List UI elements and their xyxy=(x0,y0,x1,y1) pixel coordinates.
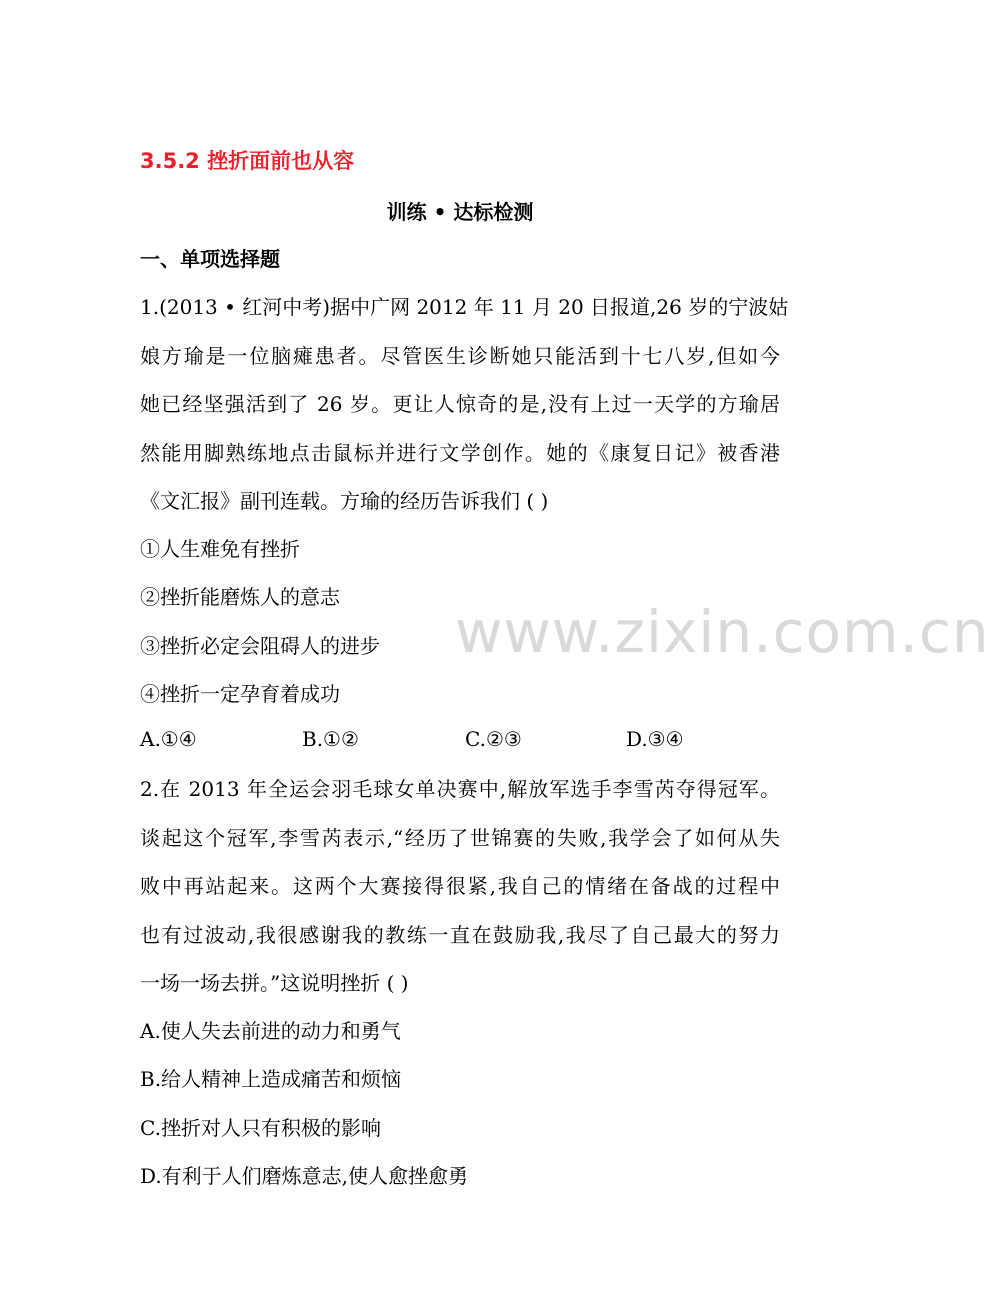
question-2-line: 2.在 2013 年全运会羽毛球女单决赛中,解放军选手李雪芮夺得冠军。 xyxy=(140,777,780,801)
question-1-line: 娘方瑜是一位脑瘫患者。尽管医生诊断她只能活到十七八岁,但如今 xyxy=(140,343,780,368)
question-2-line: 也有过波动,我很感谢我的教练一直在鼓励我,我尽了自己最大的努力 xyxy=(140,922,780,947)
choice-c: C.②③ xyxy=(465,727,522,751)
lesson-title: 3.5.2 挫折面前也从容 xyxy=(140,149,355,173)
question-1-line: 1.(2013 • 红河中考)据中广网 2012 年 11 月 20 日报道,26 岁的宁波姑 xyxy=(140,295,789,319)
statement-4: ④挫折一定孕育着成功 xyxy=(140,682,340,706)
statement-3: ③挫折必定会阻碍人的进步 xyxy=(140,634,380,658)
question-2-line: 一场一场去拼。”这说明挫折 ( ) xyxy=(140,971,409,995)
question-1 xyxy=(140,283,789,526)
watermark: www.zixin.com.cn xyxy=(455,598,990,666)
question-2-line: 败中再站起来。这两个大赛接得很紧,我自己的情绪在备战的过程中 xyxy=(140,874,780,898)
choice-d: D.③④ xyxy=(626,727,684,751)
choice-a: A.使人失去前进的动力和勇气 xyxy=(140,1019,401,1043)
question-1-line: 《文汇报》副刊连载。方瑜的经历告诉我们 ( ) xyxy=(140,489,549,513)
section-heading: 一、单项选择题 xyxy=(140,247,280,271)
choice-d: D.有利于人们磨炼意志,使人愈挫愈勇 xyxy=(140,1164,469,1188)
question-2-line: 谈起这个冠军,李雪芮表示,“经历了世锦赛的失败,我学会了如何从失 xyxy=(140,825,780,850)
choice-a: A.①④ xyxy=(140,727,197,751)
question-2 xyxy=(140,765,780,1008)
choice-b: B.给人精神上造成痛苦和烦恼 xyxy=(140,1067,402,1091)
choice-c: C.挫折对人只有积极的影响 xyxy=(140,1116,381,1140)
exercise-heading: 训练 • 达标检测 xyxy=(386,200,534,224)
question-1-line: 然能用脚熟练地点击鼠标并进行文学创作。她的《康复日记》被香港 xyxy=(140,440,780,465)
statement-2: ②挫折能磨炼人的意志 xyxy=(140,585,340,609)
choice-b: B.①② xyxy=(302,727,359,751)
statement-1: ①人生难免有挫折 xyxy=(140,537,300,561)
question-1-line: 她已经坚强活到了 26 岁。更让人惊奇的是,没有上过一天学的方瑜居 xyxy=(140,392,780,416)
